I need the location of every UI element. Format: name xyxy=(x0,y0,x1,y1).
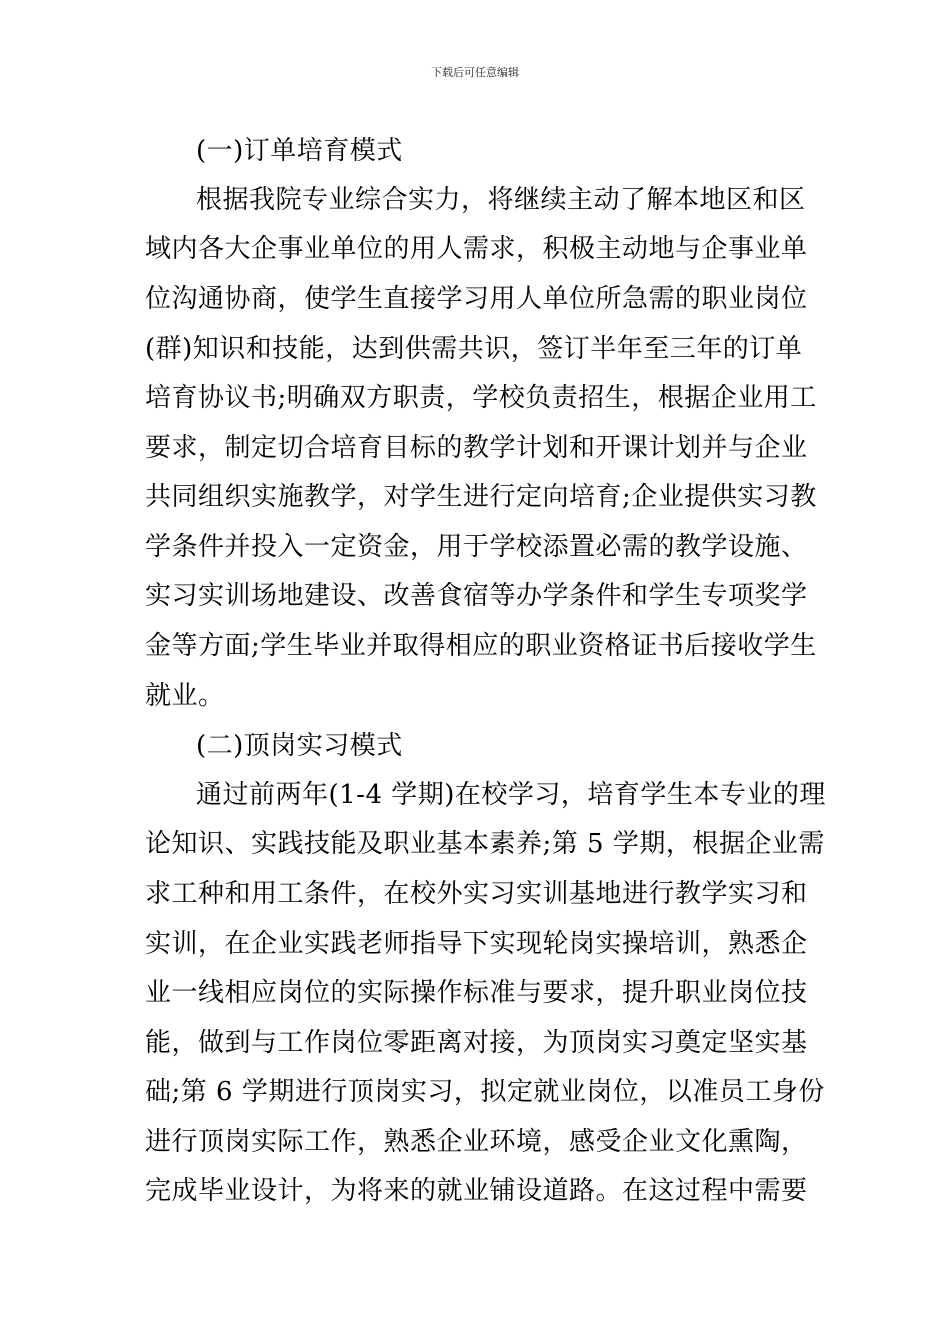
paragraph-line: 业一线相应岗位的实际操作标准与要求，提升职业岗位技 xyxy=(145,978,808,1008)
section-heading-2: (二)顶岗实习模式 xyxy=(196,731,403,761)
paragraph-line: 就业。 xyxy=(145,681,225,711)
paragraph-line: 位沟通协商，使学生直接学习用人单位所急需的职业岗位 xyxy=(145,284,808,314)
paragraph-line: 论知识、实践技能及职业基本素养;第 5 学期，根据企业需 xyxy=(145,829,825,859)
paragraph-line: 实训，在企业实践老师指导下实现轮岗实操培训，熟悉企 xyxy=(145,929,808,959)
paragraph-line: 求工种和用工条件，在校外实习实训基地进行教学实习和 xyxy=(145,879,808,909)
paragraph-line: 根据我院专业综合实力，将继续主动了解本地区和区 xyxy=(196,185,806,215)
paragraph-line: 实习实训场地建设、改善食宿等办学条件和学生专项奖学 xyxy=(145,581,808,611)
paragraph-line: 通过前两年(1-4 学期)在校学习，培育学生本专业的理 xyxy=(196,780,826,810)
paragraph-line: 能，做到与工作岗位零距离对接，为顶岗实习奠定坚实基 xyxy=(145,1028,808,1058)
paragraph-line: 域内各大企事业单位的用人需求，积极主动地与企事业单 xyxy=(145,234,808,264)
paragraph-line: 学条件并投入一定资金，用于学校添置必需的教学设施、 xyxy=(145,532,808,562)
page-header: 下载后可任意编辑 xyxy=(431,66,519,79)
paragraph-line: 要求，制定切合培育目标的教学计划和开课计划并与企业 xyxy=(145,433,808,463)
paragraph-line: 进行顶岗实际工作，熟悉企业环境，感受企业文化熏陶， xyxy=(145,1127,808,1157)
paragraph-line: 完成毕业设计，为将来的就业铺设道路。在这过程中需要 xyxy=(145,1176,808,1206)
paragraph-line: 培育协议书;明确双方职责，学校负责招生，根据企业用工 xyxy=(145,383,817,413)
paragraph-line: (群)知识和技能，达到供需共识，签订半年至三年的订单 xyxy=(145,334,803,364)
paragraph-line: 共同组织实施教学，对学生进行定向培育;企业提供实习教 xyxy=(145,482,817,512)
section-heading-1: (一)订单培育模式 xyxy=(196,136,403,166)
paragraph-line: 金等方面;学生毕业并取得相应的职业资格证书后接收学生 xyxy=(145,631,817,661)
paragraph-line: 础;第 6 学期进行顶岗实习，拟定就业岗位，以准员工身份 xyxy=(145,1077,825,1107)
